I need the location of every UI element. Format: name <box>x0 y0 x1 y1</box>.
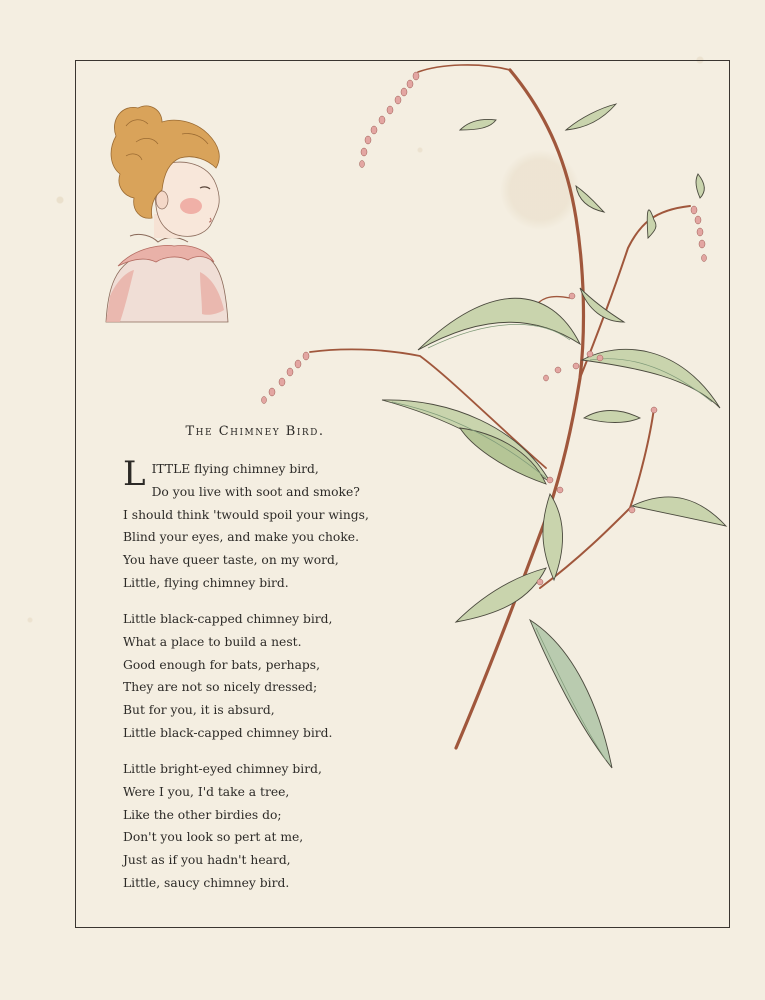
drop-cap: L <box>123 454 146 494</box>
poem-line: Little black-capped chimney bird, <box>123 612 333 626</box>
poem-stanza-1 <box>123 454 393 595</box>
poem-line: You have queer taste, on my word, <box>123 553 339 568</box>
poem-stanza-2 <box>123 608 393 745</box>
poem-line: Blind your eyes, and make you choke. <box>123 530 359 545</box>
poem-line: Like the other birdies do; <box>123 807 282 822</box>
poem-line: What a place to build a nest. <box>123 634 302 649</box>
girl-portrait-illustration <box>96 96 236 336</box>
poem-line: LITTLE flying chimney bird, <box>123 454 319 494</box>
poem-line: I should think 'twould spoil your wings, <box>123 507 369 522</box>
poem-line: Were I you, I'd take a tree, <box>123 784 290 799</box>
poem-line: Little black-capped chimney bird. <box>123 725 333 740</box>
poem-line: Little, saucy chimney bird. <box>123 875 290 890</box>
poem-line: Little bright-eyed chimney bird, <box>123 762 322 776</box>
poem-stanza-3 <box>123 758 393 895</box>
poem-line: Little, flying chimney bird. <box>123 575 289 590</box>
poem-line: Just as if you hadn't heard, <box>123 853 291 868</box>
poem-line: But for you, it is absurd, <box>123 703 275 718</box>
poem-line: Don't you look so pert at me, <box>123 830 304 845</box>
poem-line: They are not so nicely dressed; <box>123 680 318 695</box>
poem-line: Good enough for bats, perhaps, <box>123 657 321 672</box>
poem-line: Do you live with soot and smoke? <box>151 484 360 499</box>
poem-title: The Chimney Bird. <box>185 424 325 439</box>
